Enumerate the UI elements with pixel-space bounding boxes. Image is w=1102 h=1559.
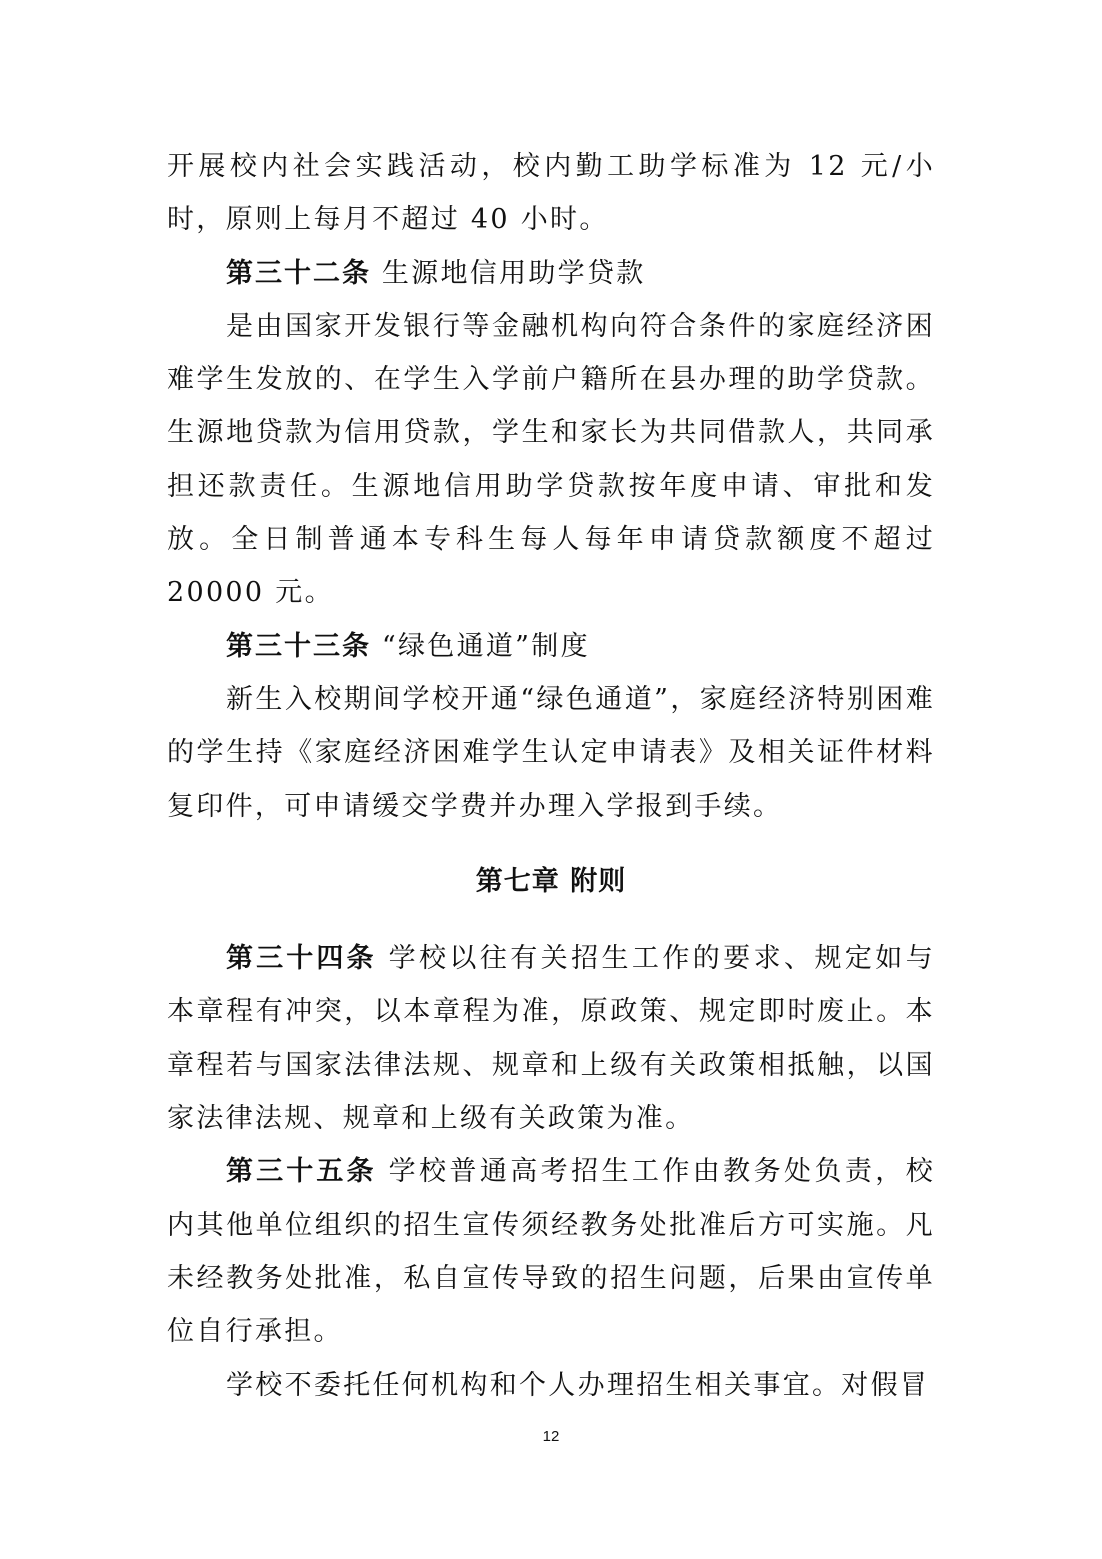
article-35 <box>167 1145 935 1358</box>
article-text: 学校以往有关招生工作的要求、规定如与本章程有冲突，以本章程为准，原政策、规定即时废止。本章程若与国家法律法规、规章和上级有关政策相抵触，以国家法律法规、规章和上级有关政策为准。 <box>167 943 935 1135</box>
article-title: “绿色通道”制度 <box>371 630 590 662</box>
article-title: 生源地信用助学贷款 <box>371 257 646 289</box>
paragraph-student-loan: 是由国家开发银行等金融机构向符合条件的家庭经济困难学生发放的、在学生入学前户籍所在县办理的助学贷款。生源地贷款为信用贷款，学生和家长为共同借款人，共同承担还款责任。生源地信用助学贷款按年度申请、审批和发放。全日制普通本专科生每人每年申请贷款额度不超过 20000 元。 <box>167 310 935 609</box>
article-32-heading <box>167 247 935 300</box>
article-33-heading <box>167 620 935 673</box>
article-text: 学校普通高考招生工作由教务处负责，校内其他单位组织的招生宣传须经教务处批准后方可实施。凡未经教务处批准，私自宣传导致的招生问题，后果由宣传单位自行承担。 <box>167 1156 935 1348</box>
document-body <box>167 140 935 1412</box>
page-number: 12 <box>542 1428 560 1445</box>
article-label: 第三十五条 <box>226 1156 377 1188</box>
article-label: 第三十三条 <box>226 630 371 662</box>
article-34 <box>167 932 935 1145</box>
paragraph-no-agency: 学校不委托任何机构和个人办理招生相关事宜。对假冒 <box>226 1369 930 1401</box>
article-label: 第三十二条 <box>226 257 371 289</box>
article-label: 第三十四条 <box>226 943 377 975</box>
paragraph-work-study: 开展校内社会实践活动，校内勤工助学标准为 12 元/小时，原则上每月不超过 40 小时。 <box>167 151 935 236</box>
chapter-heading: 第七章 附则 <box>475 865 627 897</box>
paragraph-green-channel: 新生入校期间学校开通“绿色通道”，家庭经济特别困难的学生持《家庭经济困难学生认定申请表》及相关证件材料复印件，可申请缓交学费并办理入学报到手续。 <box>167 683 935 822</box>
